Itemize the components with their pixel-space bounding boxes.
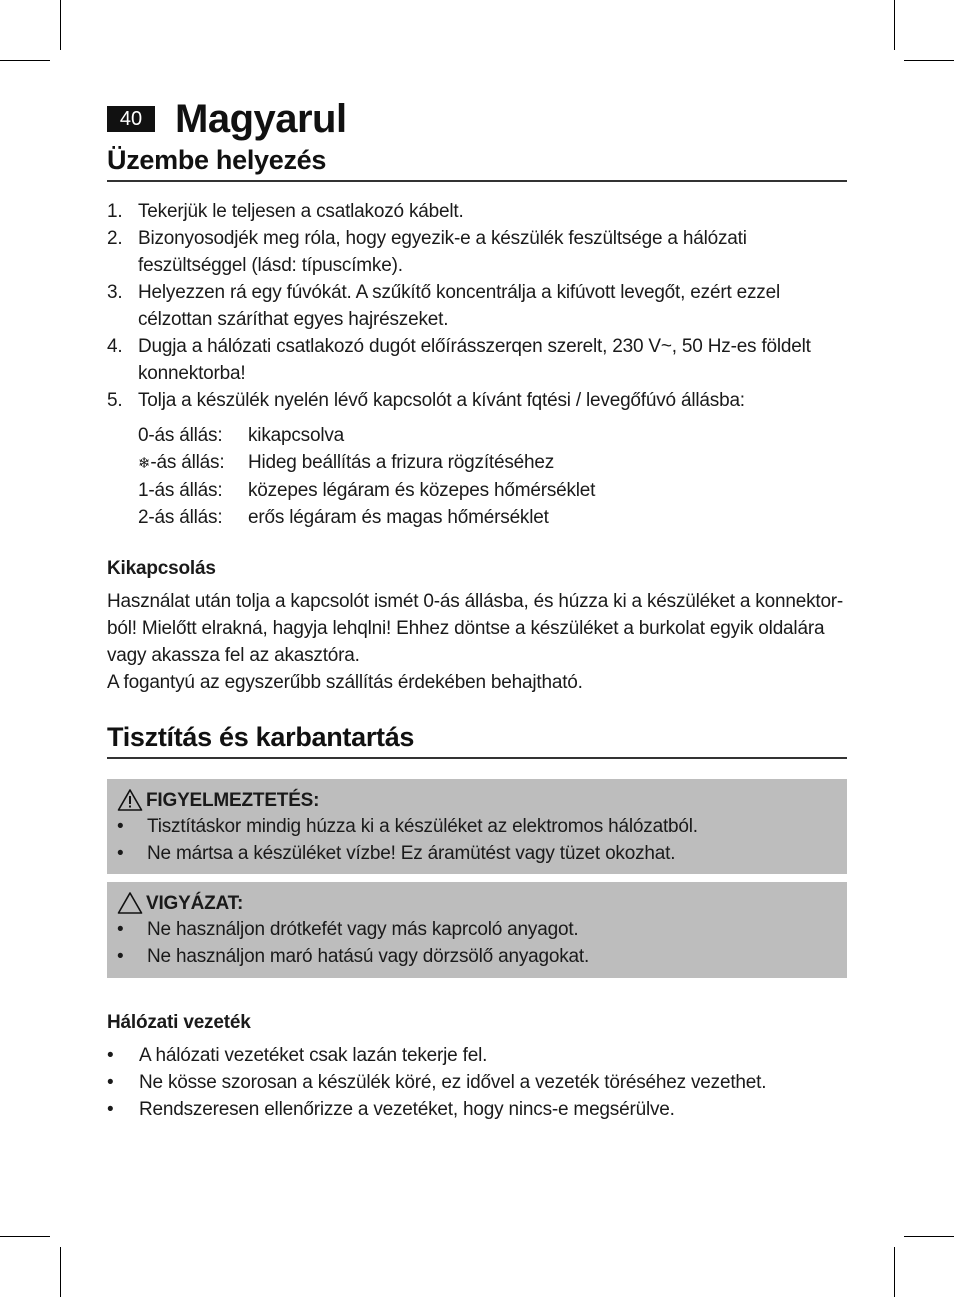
language-title: Magyarul <box>175 96 347 141</box>
list-item: 4. Dugja a hálózati csatlakozó dugót előírásszerqen szerelt, 230 V~, 50 Hz-es földelt konnektorba! <box>107 336 811 384</box>
subheading-power-cord: Hálózati vezeték <box>107 1012 251 1033</box>
crop-mark <box>0 60 50 61</box>
crop-mark <box>60 1247 61 1297</box>
list-item: • Ne használjon drótkefét vagy más kaprcoló anyagot. <box>117 919 579 940</box>
position-row: 2-ás állás: erős légáram és magas hőmérséklet <box>138 507 549 528</box>
list-item: 5. Tolja a készülék nyelén lévő kapcsolót a kívánt fqtési / levegőfúvó állásba: <box>107 390 745 411</box>
list-item: • Ne mártsa a készüléket vízbe! Ez áramütést vagy tüzet okozhat. <box>117 843 676 864</box>
crop-mark <box>894 0 895 50</box>
setup-steps <box>107 198 852 414</box>
position-row: ❄-ás állás: Hideg beállítás a frizura rögzítéséhez <box>138 452 555 473</box>
page-header <box>107 97 347 141</box>
power-cord-list <box>107 1042 766 1123</box>
position-row: 1-ás állás: közepes légáram és közepes hőmérséklet <box>138 480 596 501</box>
list-item: • Ne használjon maró hatású vagy dörzsölő anyagokat. <box>117 946 590 967</box>
snowflake-icon: ❄ <box>138 455 151 472</box>
list-item: • Ne kösse szorosan a készülék köré, ez idővel a vezeték töréséhez vezethet. <box>107 1072 767 1093</box>
crop-mark <box>894 1247 895 1297</box>
list-item: 3. Helyezzen rá egy fúvókát. A szűkítő koncentrálja a kifúvott levegőt, ezért ezzel célzottan száríthat egyes hajrészeket. <box>107 282 780 330</box>
warning-triangle-icon <box>117 788 143 812</box>
caution-triangle-icon <box>117 891 143 915</box>
subheading-switch-off: Kikapcsolás <box>107 558 216 579</box>
caution-box <box>107 882 847 978</box>
list-item: • Tisztításkor mindig húzza ki a készüléket az elektromos hálózatból. <box>117 816 698 837</box>
crop-mark <box>904 1236 954 1237</box>
position-row: 0-ás állás: kikapcsolva <box>138 425 345 446</box>
crop-mark <box>60 0 61 50</box>
list-item: • A hálózati vezetéket csak lazán tekerje fel. <box>107 1045 488 1066</box>
list-item: 1. Tekerjük le teljesen a csatlakozó kábelt. <box>107 201 464 222</box>
list-item: 2. Bizonyosodjék meg róla, hogy egyezik-e a készülék feszültsége a hálózati feszültséggel (lásd: típuscímke). <box>107 228 747 276</box>
list-item: • Rendszeresen ellenőrizze a vezetéket, hogy nincs-e megsérülve. <box>107 1099 675 1120</box>
section-title-setup: Üzembe helyezés <box>107 145 847 182</box>
warning-title: FIGYELMEZTETÉS: <box>117 787 847 813</box>
switch-positions <box>138 422 595 531</box>
section-title-cleaning: Tisztítás és karbantartás <box>107 722 847 759</box>
page-number: 40 <box>107 106 155 132</box>
crop-mark <box>0 1236 50 1237</box>
switch-off-paragraph: Használat után tolja a kapcsolót ismét 0-ás állásba, és húzza ki a készüléket a konnektor- ból! Mielőtt elrakná, hagyja lehqlni! Ehhez döntse a készüléket a burkolat egyik oldalára vagy akassza fel az akasztóra. A fogantyú az egyszerűbb szállítás érdekében behajtható. <box>107 591 844 693</box>
warning-box <box>107 779 847 874</box>
crop-mark <box>904 60 954 61</box>
caution-title: VIGYÁZAT: <box>117 890 847 916</box>
